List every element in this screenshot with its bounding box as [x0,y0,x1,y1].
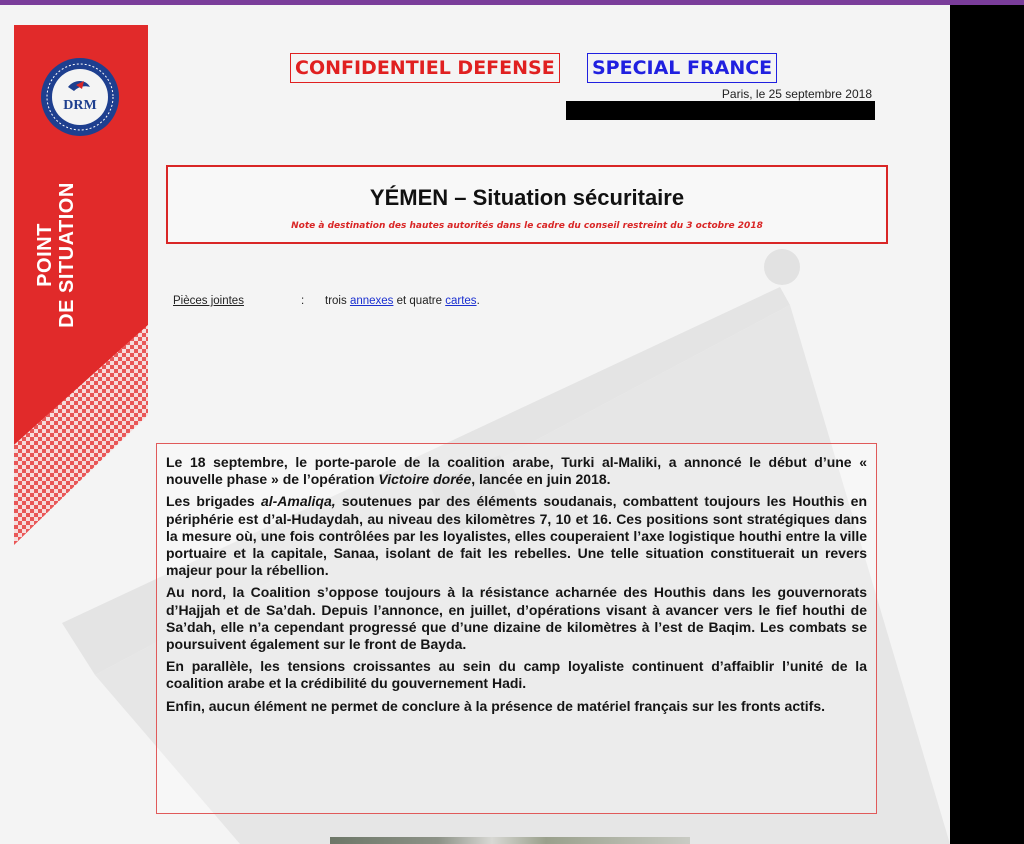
attachments-colon: : [301,295,305,307]
attachments-suffix: . [476,295,480,307]
summary-text [166,454,867,720]
paragraph-2: Les brigades al-Amaliqa, soutenues par des éléments soudanais, combattent toujours les Houthis en périphérie est d’al-Hudaydah, au niveau des kilomètres 7, 10 et 16. Ces positions sont stratégiques dans la mesure où, une fois contrôlées par les loyalistes, elles couperaient l’axe logistique houthi entre la ville portuaire et la capitale, Sanaa, isolant de fait les rebelles. Une telle situation constituerait un revers majeur pour la rébellion. [166,493,867,579]
side-band-label [34,175,78,335]
svg-text:DRM: DRM [63,98,97,113]
right-black-margin [950,5,1024,844]
date-line: Paris, le 25 septembre 2018 [721,87,872,101]
paragraph-4: En parallèle, les tensions croissantes au sein du camp loyaliste continuent d’affaiblir l’unité de la coalition arabe et la crédibilité du gouvernement Hadi. [166,658,867,692]
document-page [0,5,950,844]
attachments-middle: et quatre [396,295,443,307]
annexes-link[interactable]: annexes [349,295,394,307]
title-box [166,165,888,244]
redaction-bar [566,101,875,120]
attachments-line [173,295,480,307]
summary-box [156,443,877,814]
attachments-label: Pièces jointes [173,295,244,307]
side-band-line1: POINT [34,223,56,287]
paragraph-5: Enfin, aucun élément ne permet de conclure à la présence de matériel français sur les fronts actifs. [166,697,826,714]
cartes-link[interactable]: cartes [445,295,477,307]
confidential-stamp: CONFIDENTIEL DEFENSE [290,53,560,83]
image-strip [330,837,690,844]
document-title: YÉMEN – Situation sécuritaire [369,185,685,210]
document-subtitle: Note à destination des hautes autorités dans le cadre du conseil restreint du 3 octobre 2018 [291,221,763,231]
side-band-line2: DE SITUATION [56,182,78,328]
special-france-stamp: SPECIAL FRANCE [587,53,777,83]
paragraph-3: Au nord, la Coalition s’oppose toujours à la résistance acharnée des Houthis dans les gouvernorats d’Hajjah et de Sa’dah. Depuis l’annonce, en juillet, d’opérations visant à avancer vers le fief houthi de Sa’dah, elle n’a cependant progressé que d’une dizaine de kilomètres à l’est de Baqim. Les combats se poursuivent également sur le front de Bayda. [166,584,867,653]
attachments-prefix: trois [325,295,347,307]
paragraph-1: Le 18 septembre, le porte-parole de la coalition arabe, Turki al-Maliki, a annoncé le début d’une « nouvelle phase » de l’opération Victoire dorée, lancée en juin 2018. [166,454,867,488]
drm-seal-logo [40,57,120,137]
